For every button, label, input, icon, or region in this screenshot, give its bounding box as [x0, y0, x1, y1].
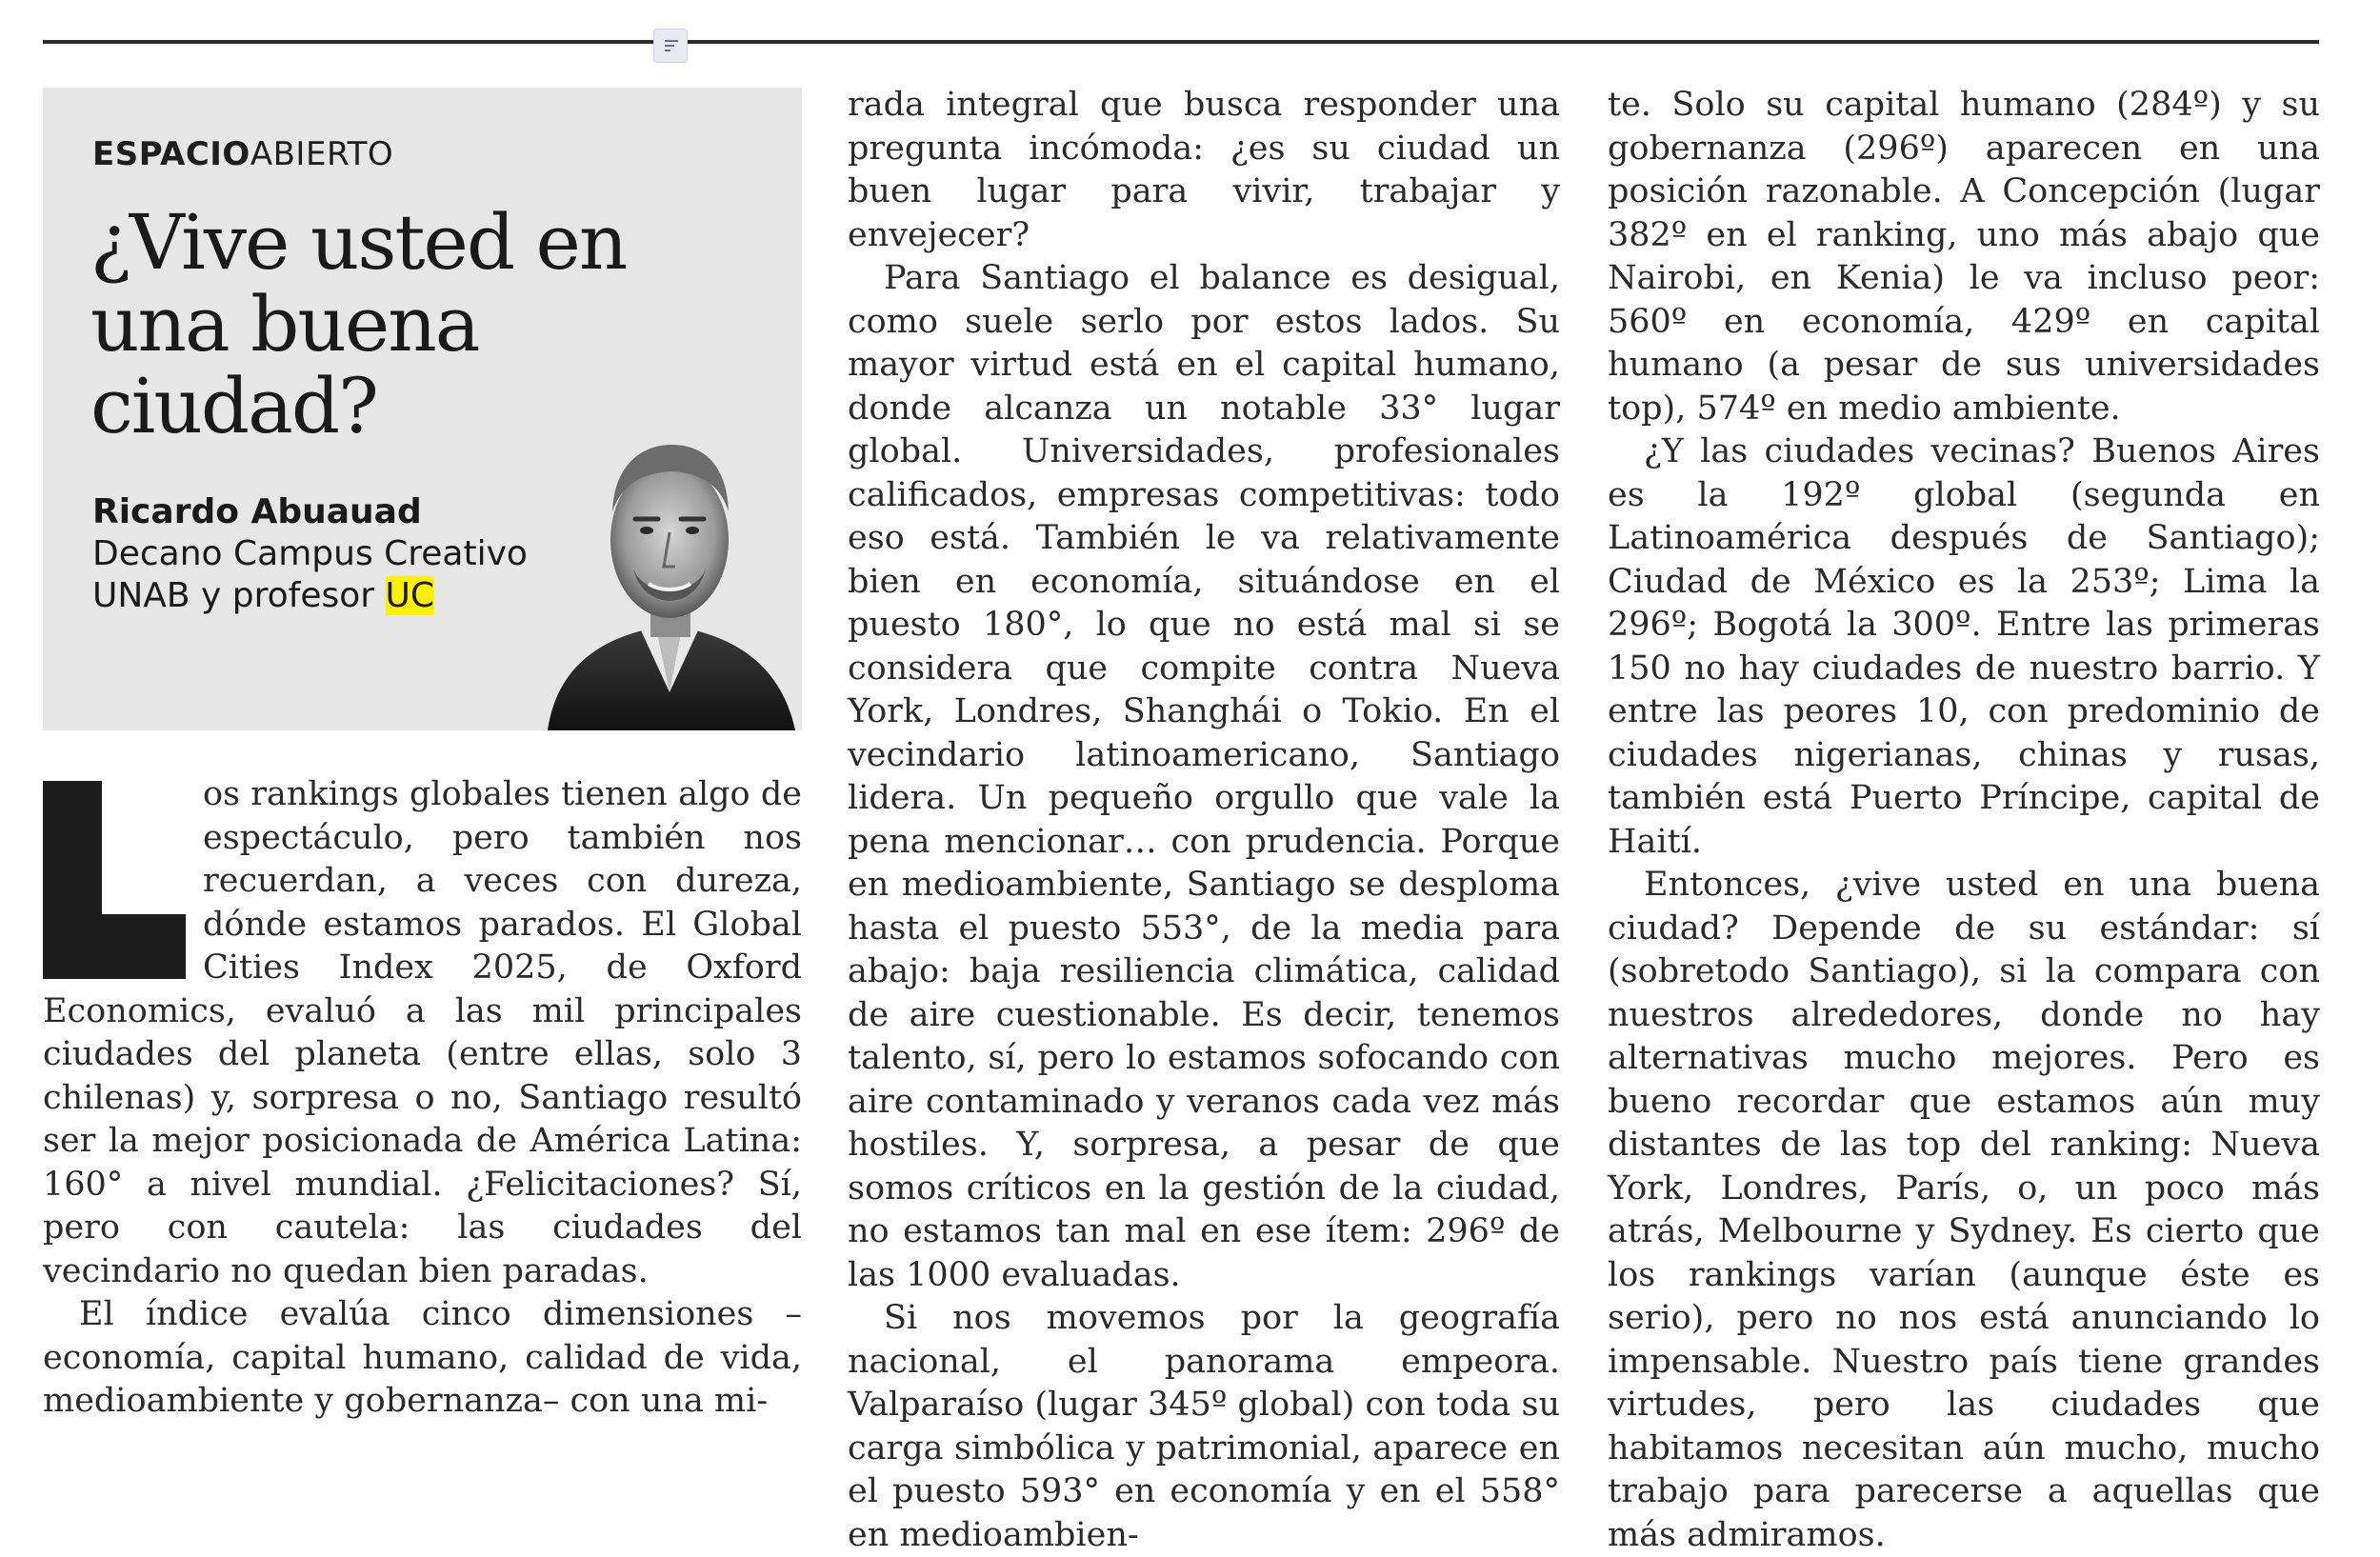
paragraph: Para Santiago el balance es desigual, como suele serlo por estos lados. Su mayor virtud está en el capital humano, donde alcanza un notable 33° lugar global. Universidades, profesionales calificados, empresas competitivas: todo eso está. También le va relativamente bien en economía, situándose en el puesto 180°, lo que no está mal si se considera que compite contra Nueva York, Londres, Shanghái o Tokio. En el vecindario latinoamericano, Santiago lidera. Un pequeño orgullo que vale la pena mencionar… con prudencia. Porque en medioambiente, Santiago se desploma hasta el puesto 553°, de la media para abajo: baja resiliencia climática, calidad de aire cuestionable. Es decir, tenemos talento, sí, pero lo estamos sofocando con aire contaminado y veranos cada vez más hostiles. Y, sorpresa, a pesar de que somos críticos en la gestión de la ciudad, no estamos tan mal en ese ítem: 296º de las 1000 evaluadas.	[848, 259, 1560, 1294]
kicker-regular: ABIERTO	[250, 135, 394, 173]
author-role-text: Decano Campus Creativo UNAB y profesor	[92, 534, 528, 615]
paragraph: te. Solo su capital humano (284º) y su gobernanza (296º) aparecen en una posición razonable. A Concepción (lugar 382º en el ranking, uno más abajo que Nairobi, en Kenia) le va incluso peor: 560º en economía, 429º en capital humano (a pesar de sus universidades top), 574º en medio ambiente.	[1608, 86, 2320, 428]
highlighted-text: UC	[385, 576, 435, 615]
dropcap-letter-l	[43, 781, 186, 979]
paragraph: Si nos movemos por la geografía nacional, el panorama empeora. Valparaíso (lugar 345º global) con toda su carga simbólica y patrimonial, aparece en el puesto 593° en economía y en el 558° en medioambien-	[848, 1299, 1560, 1554]
column-1	[43, 773, 802, 1424]
column-2	[848, 84, 1560, 1557]
headline: ¿Vive usted en una buena ciudad?	[90, 198, 627, 450]
author-name: Ricardo Abuauad	[92, 492, 422, 531]
author-role	[92, 533, 588, 617]
paragraph: os rankings globales tienen algo de espectáculo, pero también nos recuerdan, a veces con dureza, dónde estamos parados. El Global Cities Index 2025, de Oxford Economics, evaluó a las mil principales ciudades del planeta (entre ellas, solo 3 chilenas) y, sorpresa o no, Santiago resultó ser la mejor posicionada de América Latina: 160° a nivel mundial. ¿Felicitaciones? Sí, pero con cautela: las ciudades del vecindario no quedan bien paradas.	[43, 775, 802, 1290]
paragraph: rada integral que busca responder una pregunta incómoda: ¿es su ciudad un buen lugar para vivir, trabajar y envejecer?	[848, 86, 1560, 254]
paragraph: ¿Y las ciudades vecinas? Buenos Aires es la 192º global (segunda en Latinoamérica después de Santiago); Ciudad de México es la 253º; Lima la 296º; Bogotá la 300º. Entre las primeras 150 no hay ciudades de nuestro barrio. Y entre las peores 10, con predominio de ciudades nigerianas, chinas y rusas, también está Puerto Príncipe, capital de Haití.	[1608, 432, 2320, 861]
author-portrait	[529, 407, 805, 730]
column-header	[43, 88, 802, 730]
section-kicker	[92, 135, 393, 173]
paragraph: Entonces, ¿vive usted en una buena ciudad? Depende de su estándar: sí (sobretodo Santiago), si la compara con nuestros alrededores, donde no hay alternativas mucho mejores. Pero es bueno recordar que estamos aún muy distantes de las top del ranking: Nueva York, Londres, París, o, un poco más atrás, Melbourne y Sydney. Es cierto que los rankings varían (aunque éste es serio), pero no nos está anunciando lo impensable. Nuestro país tiene grandes virtudes, pero las ciudades que habitamos necesitan aún mucho, mucho trabajo para parecerse a aquellas que más admiramos.	[1608, 866, 2320, 1554]
kicker-bold: ESPACIO	[92, 135, 250, 173]
paragraph: El índice evalúa cinco dimensiones –economía, capital humano, calidad de vida, medioambiente y gobernanza– con una mi-	[43, 1295, 802, 1420]
column-3	[1608, 84, 2320, 1557]
comment-icon[interactable]	[653, 29, 688, 63]
top-rule	[43, 40, 2319, 44]
